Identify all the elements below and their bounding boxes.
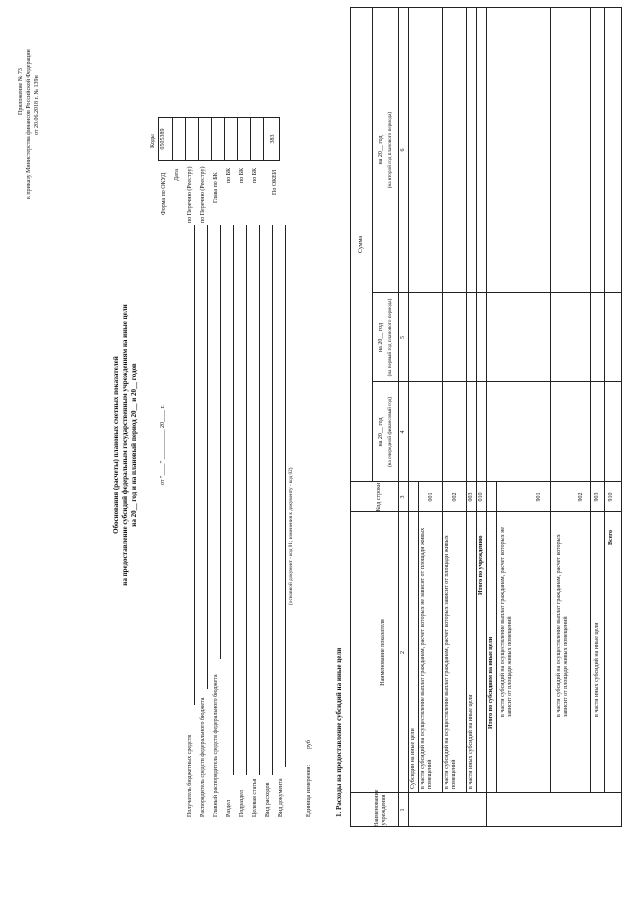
form-title-line-1: Обоснования (расчеты) плановых сметных показателей (112, 356, 120, 534)
po-bk-label-1: по БК (226, 167, 232, 183)
row-code-903: 903 (594, 492, 600, 502)
field-label-section: Раздел (226, 800, 232, 817)
header-year-1-note: (на очередной финансовый год) (387, 396, 393, 468)
row-name-subsidies-total: Итого по субсидиям на иные цели (488, 636, 494, 729)
form-title-line-3: на 20__ год и на плановый период 20__ и 20__ годов (130, 363, 138, 527)
header-year-3: на 20__ год (378, 135, 384, 165)
col-num-1: 1 (400, 808, 406, 812)
appendix-line-1: Приложение № 73 (18, 68, 24, 115)
okei-label: По ОКЕИ (272, 169, 278, 195)
col-num-2: 2 (400, 651, 406, 654)
header-year-3-note: (на второй год планового периода) (387, 111, 393, 189)
date-label: Дата (174, 169, 180, 181)
field-label-subsection: Подраздел (239, 790, 245, 817)
row-name-902: в части субсидий на осуществление выплат гражданам, расчет которых зависит от площади живых помещений (556, 534, 569, 717)
field-label-chief-distributor: Главный распорядитель средств федерального бюджета (213, 674, 219, 817)
header-year-2-note: (на первый год планового периода) (387, 298, 393, 377)
col-num-4: 4 (400, 430, 406, 434)
unit-label: Единица измерения: (306, 764, 312, 817)
row-code-001: 001 (428, 492, 434, 502)
field-label-expense-type: Вид расходов (265, 782, 271, 817)
appendix-line-3: от 20.06.2018 г. № 139н (34, 75, 40, 135)
col-num-3: 3 (400, 495, 406, 499)
unit-value: руб (306, 740, 312, 749)
row-code-003: 003 (468, 492, 474, 502)
perechen-label-1: по Перечню (Реестру) (187, 166, 193, 223)
document-type-hint: (основной документ - код 01; изменения к документу - код 02) (288, 467, 294, 605)
form-title-line-2: на предоставление субсидий федеральным государственным учреждениям на иные цели (121, 304, 129, 586)
field-label-distributor: Распорядитель средств федерального бюджета (200, 697, 206, 817)
po-bk-label-3: по БК (252, 167, 258, 183)
row-code-910: 910 (608, 492, 614, 502)
row-code-902: 902 (578, 492, 584, 502)
field-label-target-article: Целевая статья (252, 778, 258, 817)
row-name-903: в части иных субсидий на иные цели (594, 622, 600, 717)
row-name-subsidies: Субсидии на иные цели (410, 728, 416, 789)
col-num-5: 5 (400, 336, 406, 339)
okud-label: Форма по ОКУД (161, 172, 167, 215)
field-label-recipient: Получатель бюджетных средств (187, 734, 193, 817)
header-indicator: Наименование показателя (380, 619, 386, 686)
codes-header: Коды (150, 134, 156, 148)
appendix-line-2: к приказу Министерства финансов Российской Федерации (26, 49, 32, 199)
row-name-institution-total: Итого по учреждению (478, 535, 484, 595)
row-name-901: в части субсидий на осуществление выплат гражданам, расчет которых не зависит от площади живых помещений (500, 526, 513, 717)
codes-box (158, 117, 280, 161)
row-name-001: в части субсидий на осуществление выплат гражданам, расчет которых не зависит от площади живых помещений (420, 527, 433, 789)
row-code-002: 002 (452, 492, 458, 502)
row-name-002: в части субсидий на осуществление выплат гражданам, расчет которых зависит от площади живых помещений (444, 535, 457, 789)
header-year-1: на 20__ год (378, 417, 384, 447)
po-bk-label-2: по БК (239, 167, 245, 183)
header-row-code: Код строки (376, 482, 382, 512)
header-sum: Сумма (358, 236, 364, 253)
okei-code: 383 (270, 134, 276, 144)
row-name-grand-total: Всего (608, 530, 614, 545)
form-date-line: от "____" __________ 20____ г. (160, 405, 166, 485)
header-year-2: на 20__ год (378, 322, 384, 353)
header-institution: Наименование учреждения (374, 789, 387, 827)
row-code-901: 901 (536, 492, 542, 502)
glava-bk-label: Глава по БК (213, 172, 219, 203)
perechen-label-2: по Перечню (Реестру) (200, 166, 206, 223)
row-code-010: 010 (478, 492, 484, 502)
field-label-document-type: Вид документа (278, 778, 284, 817)
okud-code: 0505389 (160, 128, 166, 150)
col-num-6: 6 (400, 148, 406, 152)
row-name-003: в части иных субсидий на иные цели (468, 694, 474, 789)
section-1-title: 1. Расходы на предоставление субсидий на иные цели (335, 647, 343, 817)
